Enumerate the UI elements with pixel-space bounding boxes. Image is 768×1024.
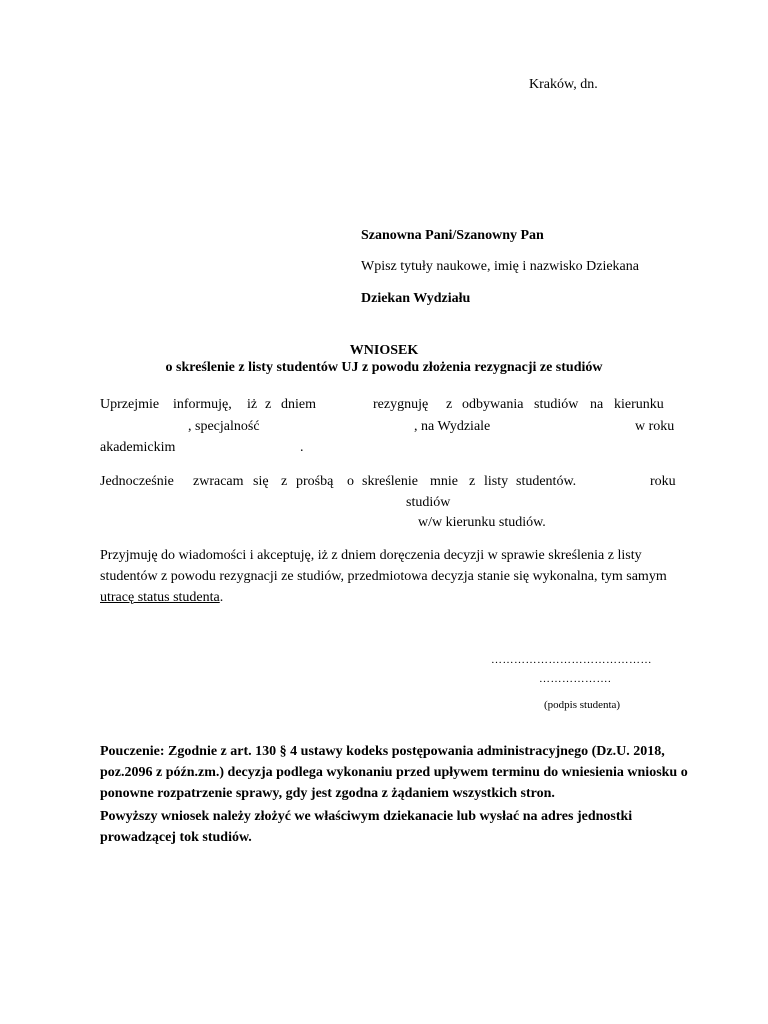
p1-w2: informuję, — [173, 397, 232, 412]
notice-line3: ponowne rozpatrzenie sprawy, gdy jest zgodna z żądaniem wszystkich stron. — [100, 786, 555, 801]
p2-w10: studentów. — [516, 474, 577, 489]
s-w3: złożyć — [254, 809, 291, 824]
n2-w5: wykonaniu — [326, 765, 393, 780]
s-w1: wniosek — [161, 809, 210, 824]
p3-w3: i — [249, 548, 254, 563]
p2-w7: mnie — [430, 474, 458, 489]
s-w2: należy — [212, 809, 251, 824]
p3-w7: dniem — [341, 548, 377, 563]
s-w5: właściwym — [314, 809, 380, 824]
n2-w2: późn.zm.) — [165, 765, 225, 780]
p2-w0: Jednocześnie — [100, 474, 174, 489]
s-w11: jednostki — [576, 809, 633, 824]
dean-line: Dziekan Wydziału — [361, 291, 471, 306]
paragraph-request — [100, 471, 677, 534]
p2-roku: roku — [650, 474, 676, 489]
p3-w10: w — [487, 548, 498, 563]
notice-line1 — [100, 741, 677, 762]
p3-w4: akceptuję, — [257, 548, 315, 563]
p1-w3: iż — [247, 397, 258, 412]
p2-w6: skreślenie — [362, 474, 418, 489]
p1-academic: akademickim — [100, 440, 176, 455]
n2-w4: podlega — [276, 765, 323, 780]
p3-w8: doręczenia — [379, 548, 441, 563]
signature-dots-line2: ………………. — [539, 673, 612, 685]
submission-line1 — [100, 806, 677, 827]
p3-w9: decyzji — [443, 548, 485, 563]
n2-w3: decyzja — [227, 765, 273, 780]
p1-w5: dniem — [281, 397, 316, 412]
document-title: WNIOSEK — [349, 343, 419, 358]
p3-w13: z — [607, 548, 614, 563]
n-w5: § — [279, 744, 287, 759]
signature-label: (podpis studenta) — [544, 699, 621, 711]
p3-line2: studentów z powodu rezygnacji ze studiów, przedmiotowa decyzja stanie się wykonalna, tym samym — [100, 569, 667, 584]
status-loss-text: utracę status studenta — [100, 590, 220, 605]
p3-w12: skreślenia — [548, 548, 605, 563]
p1-w7: z — [446, 397, 453, 412]
s-w4: we — [294, 809, 311, 824]
notice-instruction — [100, 741, 688, 804]
s-w10: adres — [541, 809, 574, 824]
p2-w9: listy — [484, 474, 509, 489]
p1-period: . — [300, 440, 304, 455]
document-subtitle: o skreślenie z listy studentów UJ z powodu złożenia rezygnacji ze studiów — [165, 360, 603, 375]
p3-w5: iż — [317, 548, 328, 563]
n-w7: ustawy — [300, 744, 343, 759]
paragraph-resignation — [100, 395, 677, 458]
p3-w11: sprawie — [501, 548, 545, 563]
s-w7: lub — [456, 809, 477, 824]
n-w4: 130 — [255, 744, 277, 759]
n-w8: kodeks — [346, 744, 389, 759]
dean-name-instruction: Wpisz tytuły naukowe, imię i nazwisko Dziekana — [361, 259, 639, 274]
n-w1: Zgodnie — [168, 744, 218, 759]
s-w0: Powyższy — [100, 809, 158, 824]
p1-w10: na — [590, 397, 604, 412]
p3-line3 — [100, 587, 677, 608]
p3-w0: Przyjmuję — [100, 548, 158, 563]
n-w2: z — [220, 744, 227, 759]
s-w9: na — [522, 809, 538, 824]
p1-year-label: w roku — [635, 419, 675, 434]
p3-line1 — [100, 545, 677, 566]
n2-w11: wniosku — [627, 765, 678, 780]
n-w12: 2018, — [633, 744, 665, 759]
n2-w6: przed — [395, 765, 431, 780]
n-w6: 4 — [290, 744, 298, 759]
p1-w8: odbywania — [462, 397, 524, 412]
n-w9: postępowania — [391, 744, 474, 759]
p1-w1: Uprzejmie — [100, 397, 160, 412]
p2-kierunek: w/w kierunku studiów. — [418, 515, 546, 530]
n-w3: art. — [230, 744, 252, 759]
p2-w3: z — [281, 474, 288, 489]
p1-w11: kierunku — [614, 397, 664, 412]
n2-w10: wniesienia — [561, 765, 624, 780]
place-date: Kraków, dn. — [529, 77, 598, 92]
s-w8: wysłać — [479, 809, 520, 824]
p2-w2: się — [253, 474, 269, 489]
p1-specialty: , specjalność — [188, 419, 260, 434]
p3-w1: do — [161, 548, 176, 563]
p3-w14: listy — [617, 548, 642, 563]
p3-w6: z — [331, 548, 338, 563]
p2-w8: z — [469, 474, 476, 489]
p1-w4: z — [265, 397, 272, 412]
n2-w8: terminu — [491, 765, 540, 780]
p2-studiow: studiów — [406, 495, 451, 510]
n2-w7: upływem — [433, 765, 489, 780]
p2-w1: zwracam — [193, 474, 244, 489]
p3-w2: wiadomości — [178, 548, 247, 563]
n-w11: (Dz.U. — [591, 744, 630, 759]
submission-line2: prowadzącej tok studiów. — [100, 830, 252, 845]
p2-w5: o — [347, 474, 354, 489]
notice-submission — [100, 806, 677, 848]
p2-w4: prośbą — [296, 474, 334, 489]
s-w6: dziekanacie — [383, 809, 454, 824]
n2-w1: z — [156, 765, 163, 780]
n2-w0: poz.2096 — [100, 765, 153, 780]
n-w0: Pouczenie: — [100, 744, 165, 759]
p3-end: . — [219, 590, 224, 605]
n2-w12: o — [680, 765, 688, 780]
p1-faculty: , na Wydziale — [414, 419, 491, 434]
n2-w9: do — [543, 765, 559, 780]
paragraph-acceptance — [100, 545, 677, 608]
notice-line2 — [100, 762, 688, 783]
n-w10: administracyjnego — [476, 744, 589, 759]
p1-w9: studiów — [534, 397, 579, 412]
signature-dots-line1: …………………………………… — [491, 654, 652, 666]
salutation: Szanowna Pani/Szanowny Pan — [361, 228, 544, 243]
p1-w6: rezygnuję — [373, 397, 429, 412]
